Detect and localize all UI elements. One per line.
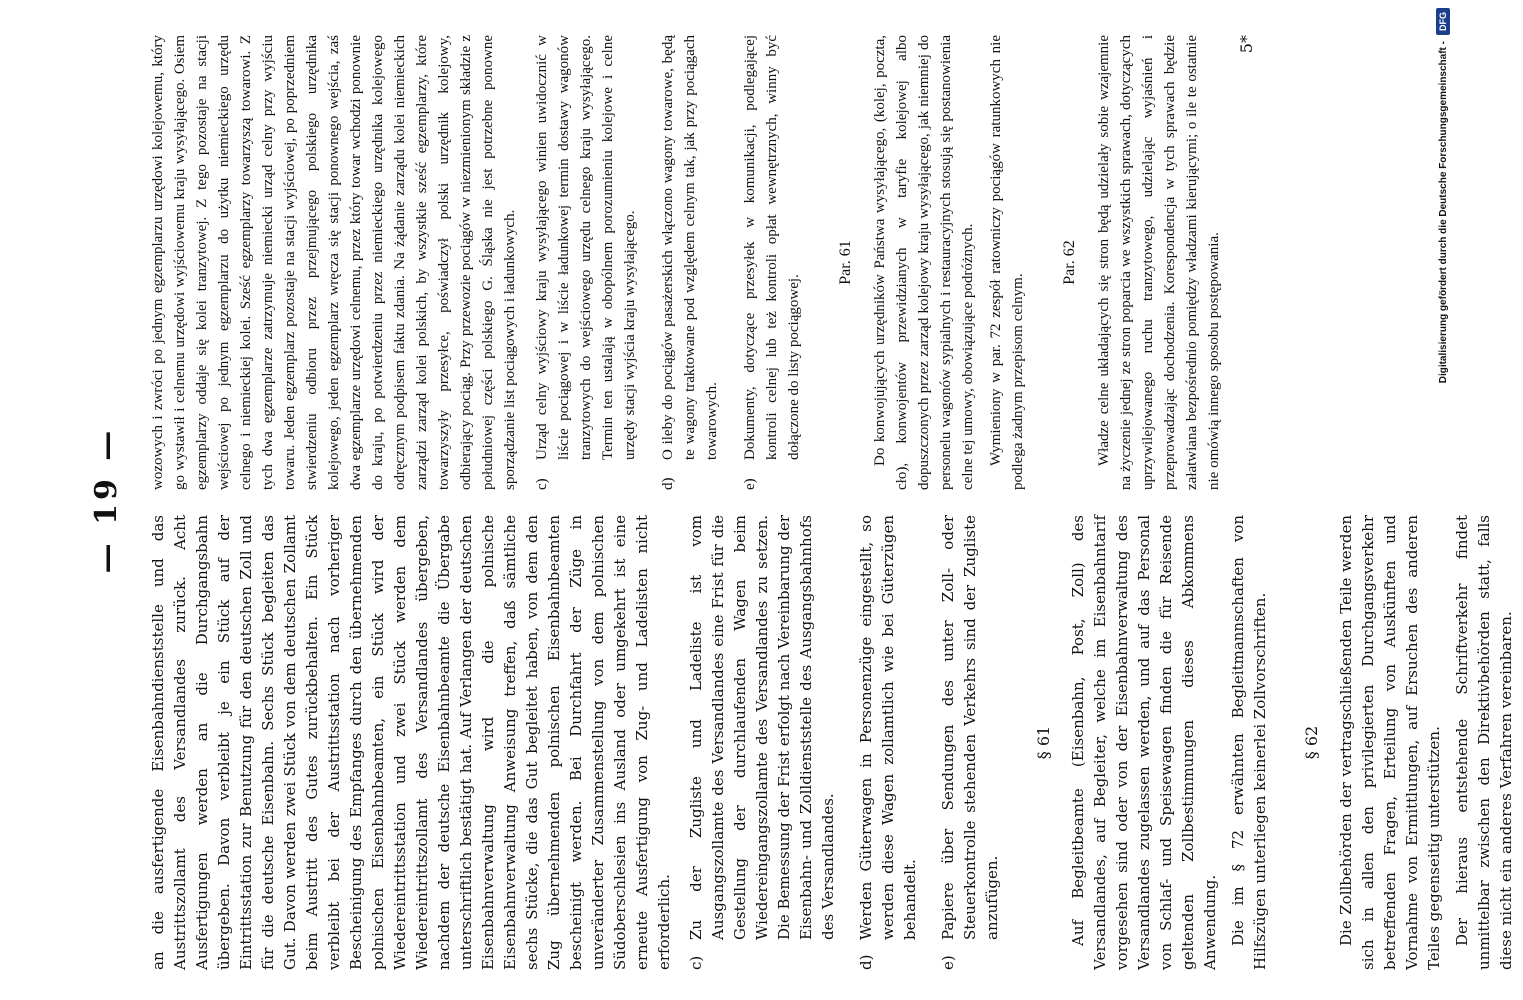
- polish-section-61-paragraph-1: Do konwojujących urzędników Państwa wysyłającego, (kolej, poczta, cło), konwojentów przewidzianych w taryfie kolejowej albo dopuszczonych przez zarząd kolejowy kraju wysyłającego, jak niemniej do personelu wagonów sypialnych i restauracyjnych stosują się postanowienia celne tej umowy, obowiązujące podróżnych.: [872, 35, 976, 490]
- german-column: [147, 515, 1523, 970]
- polish-section-61-heading: Par. 61: [837, 240, 854, 285]
- item-label: c): [534, 478, 550, 490]
- german-intro-paragraph: an die ausfertigende Eisenbahndienststelle und das Austrittszollamt des Versandlandes zurück. Acht Ausfertigungen werden an die Durchgangsbahn übergeben. Davon verbleibt je ein Stück auf der Eintrittsstation zur Benutzung für den deutschen Zoll und für die deutsche Eisenbahn. Sechs Stück begleiten das Gut. Davon werden zwei Stück von dem deutschen Zollamt beim Austritt des Gutes zurückbehalten. Ein Stück verbleibt bei der Austrittsstation nach vorheriger Bescheinigung des Empfanges durch den übernehmenden polnischen Eisenbahnbeamten, ein Stück wird der Wiedereintrittsstation und zwei Stück werden dem Wiedereintrittszollamt des Versandlandes übergeben, nachdem der deutsche Eisenbahnbeamte die Übergabe unterschriftlich bestätigt hat. Auf Verlangen der deutschen Eisenbahnverwaltung wird die polnische Eisenbahnverwaltung Anweisung treffen, daß sämtliche sechs Stücke, die das Gut begleitet haben, von dem den Zug übernehmenden polnischen Eisenbahnbeamten bescheinigt werden. Bei Durchfahrt der Züge in unveränderter Zusammenstellung von dem polnischen Südoberschlesien ins Ausland oder umgekehrt ist eine erneute Ausfertigung von Zug- und Ladelisten nicht erforderlich.: [149, 515, 673, 970]
- german-item-d: [855, 515, 921, 970]
- polish-item-d: [657, 35, 723, 490]
- page-number: — 19 —: [89, 426, 124, 574]
- german-section-62-paragraph-2: Der hieraus entstehende Schriftverkehr findet unmittelbar zwischen den Direktivbehörden statt, falls diese nicht ein anderes Verfahren vereinbaren.: [1453, 515, 1515, 970]
- digitization-banner: [1410, 8, 1449, 993]
- item-text: Zu der Zugliste und Ladeliste ist vom Ausgangszollamte des Versandlandes eine Frist für die Gestellung der durchlaufenden Wagen beim Wiedereingangszollamte des Versandlandes zu setzen. Die Bemessung der Frist erfolgt nach Vereinbarung der Eisenbahn- und Zolldienststelle des Ausgangsbahnhofs des Versandlandes.: [687, 515, 837, 940]
- polish-section-61-paragraph-2: Wymieniony w par. 72 zespół ratowniczy pociągów ratunkowych nie podlega żadnym przepisom celnym.: [988, 35, 1026, 490]
- item-label: d): [660, 477, 676, 490]
- item-text: Urząd celny wyjściowy kraju wysyłającego winien uwidocznić w liście pociągowej i w liście ładunkowej termin dostawy wagonów tranzytowych do wejściowego urzędu celnego kraju wysyłającego. Termin ten ustalają w obopólnem porozumieniu kolejowe i celne urzędy stacji wyjścia kraju wysyłającego.: [534, 35, 638, 460]
- german-item-e: [937, 515, 1003, 970]
- polish-section-62-heading: Par. 62: [1061, 240, 1078, 285]
- german-section-61-heading: § 61: [1034, 725, 1053, 760]
- german-section-61-paragraph-1: Auf Begleitbeamte (Eisenbahn, Post, Zoll) des Versandlandes, auf Begleiter, welche im Eisenbahntarif vorgesehen sind oder von der Eisenbahnverwaltung des Versandlandes zugelassen werden, und auf das Personal von Schlaf- und Speisewagen finden die für Reisende geltenden Zollbestimmungen dieses Abkommens Anwendung.: [1069, 515, 1219, 970]
- polish-item-c: [531, 35, 641, 490]
- item-label: e): [742, 478, 758, 490]
- item-text: Werden Güterwagen in Personenzüge eingestellt, so werden diese Wagen zollamtlich wie bei Güterzügen behandelt.: [857, 515, 919, 940]
- polish-item-e: [739, 35, 805, 490]
- item-label: d): [857, 954, 875, 970]
- polish-intro-paragraph: wozowych i zwróci po jednym egzemplarzu urzędowi kolejowemu, który go wystawił i celnemu urzędowi wyjściowemu kraju wysyłającego. Osiem egzemplarzy oddaje się kolei tranzytowej. Z tego pozostaje na stacji wejściowej po jednym egzemplarzu do użytku niemieckiego urzędu celnego i niemieckiej kolei. Sześć egzemplarzy towarzyszą towarowi. Z tych dwa egzemplarze zatrzymuje niemiecki urząd celny przy wyjściu towaru. Jeden egzemplarz pozostaje na stacji wyjściowej, po poprzedniem stwierdzeniu odbioru przez przejmującego polskiego urzędnika kolejowego, jeden egzemplarz wręcza się stacji ponownego wejścia, zaś dwa egzemplarze urzędowi celnemu, przez który towar wchodzi ponownie do kraju, po potwierdzeniu przez niemieckiego urzędnika kolejowego odręcznym podpisem faktu zdania. Na żądanie zarządu kolei niemieckich zarządzi zarząd kolei polskich, by wszystkie sześć egzemplarzy, które towarzyszyły przesyłce, poświadczył polski urzędnik kolejowy, odbierający pociąg. Przy przewozie pociągów w niezmienionym składzie z południowej części polskiego G. Śląska nie jest potrzebne ponowne sporządzanie list pociągowych i ładunkowych.: [150, 35, 518, 490]
- signature-mark: 5*: [1237, 35, 1256, 54]
- item-text: Dokumenty, dotyczące przesyłek w komunikacji, podlegającej kontroli celnej lub też kontroli opłat wewnętrznych, winny być dołączone do listy pociągowej.: [742, 35, 802, 460]
- item-label: c): [687, 955, 705, 970]
- polish-column: [147, 35, 1231, 490]
- german-section-61-paragraph-2: Die im § 72 erwähnten Begleitmannschaften von Hilfszügen unterliegen keinerlei Zollvorschriften.: [1229, 515, 1269, 970]
- banner-inner: [1432, 8, 1454, 993]
- item-label: e): [939, 955, 957, 970]
- german-item-c: [685, 515, 839, 970]
- polish-section-62-paragraph-1: Władze celne układających się stron będą udzielały sobie wzajemnie na życzenie jednej ze stron poparcia we wszystkich sprawach, dotyczących uprzywilejowanego ruchu tranzytowego, udzielając wyjaśnień i przeprowadzając dochodzenia. Korespondencja w tych sprawach będzie załatwiana bezpośrednio pomiędzy władzami kierującymi; o ile te ostatnie nie omówią innego sposobu postępowania.: [1096, 35, 1222, 490]
- german-section-62-paragraph-1: Die Zollbehörden der vertragschließenden Teile werden sich in allen den privilegierten Durchgangsverkehr betreffenden Fragen, Erteilung von Auskünften und Vornahme von Ermittlungen, auf Ersuchen des anderen Teiles gegenseitig unterstützen.: [1337, 515, 1443, 970]
- german-section-62-heading: § 62: [1302, 725, 1321, 760]
- dfg-logo-icon: DFG: [1436, 8, 1450, 35]
- item-text: O ileby do pociągów pasażerskich włączono wagony towarowe, będą te wagony traktowane pod względem celnym tak, jak przy pociągach towarowych.: [660, 35, 720, 460]
- item-text: Papiere über Sendungen des unter Zoll- oder Steuerkontrolle stehenden Verkehrs sind der Zugliste anzufügen.: [939, 515, 1001, 940]
- banner-text: Digitalisierung gefördert durch die Deutsche Forschungsgemeinschaft -: [1437, 41, 1449, 384]
